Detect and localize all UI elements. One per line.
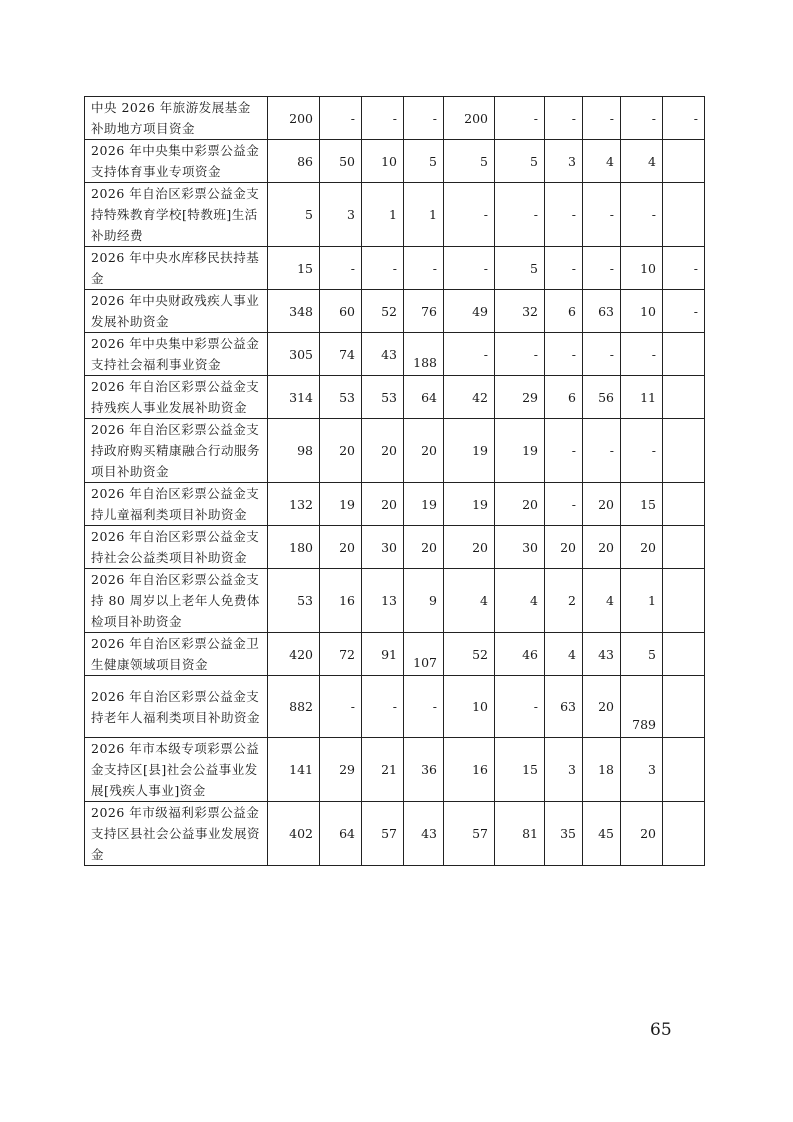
value-cell: 2 xyxy=(545,569,583,633)
value-cell: - xyxy=(663,97,705,140)
value-cell: - xyxy=(583,183,621,247)
value-cell: 314 xyxy=(268,376,320,419)
value-cell: 15 xyxy=(495,738,545,802)
value-cell: 20 xyxy=(320,419,362,483)
value-cell: 11 xyxy=(621,376,663,419)
value-cell: 32 xyxy=(495,290,545,333)
row-label: 2026 年自治区彩票公益金支持 80 周岁以上老年人免费体检项目补助资金 xyxy=(85,569,268,633)
value-cell: 107 xyxy=(404,633,444,676)
value-cell: 1 xyxy=(404,183,444,247)
value-cell: 15 xyxy=(268,247,320,290)
value-cell: 46 xyxy=(495,633,545,676)
value-cell: 63 xyxy=(545,676,583,738)
value-cell: - xyxy=(621,333,663,376)
value-cell: 10 xyxy=(362,140,404,183)
value-cell: 20 xyxy=(583,526,621,569)
value-cell: 49 xyxy=(444,290,495,333)
value-cell: 45 xyxy=(583,802,621,866)
value-cell: 5 xyxy=(404,140,444,183)
value-cell: 30 xyxy=(362,526,404,569)
value-cell: - xyxy=(362,676,404,738)
value-cell: - xyxy=(362,247,404,290)
value-cell: 5 xyxy=(621,633,663,676)
value-cell: - xyxy=(621,97,663,140)
value-cell: 10 xyxy=(444,676,495,738)
value-cell: - xyxy=(404,97,444,140)
value-cell: - xyxy=(621,183,663,247)
value-cell: 30 xyxy=(495,526,545,569)
row-label: 2026 年中央集中彩票公益金支持体育事业专项资金 xyxy=(85,140,268,183)
value-cell: 98 xyxy=(268,419,320,483)
value-cell: 56 xyxy=(583,376,621,419)
value-cell xyxy=(663,676,705,738)
value-cell: 20 xyxy=(545,526,583,569)
value-cell xyxy=(663,738,705,802)
value-cell: 6 xyxy=(545,376,583,419)
value-cell: 4 xyxy=(583,569,621,633)
value-cell: 57 xyxy=(444,802,495,866)
value-cell xyxy=(663,483,705,526)
value-cell: 60 xyxy=(320,290,362,333)
row-label: 2026 年市本级专项彩票公益金支持区[县]社会公益事业发展[残疾人事业]资金 xyxy=(85,738,268,802)
value-cell: 1 xyxy=(362,183,404,247)
value-cell: 19 xyxy=(320,483,362,526)
value-cell: 20 xyxy=(320,526,362,569)
page-number: 65 xyxy=(650,1020,672,1040)
value-cell: 72 xyxy=(320,633,362,676)
value-cell xyxy=(663,419,705,483)
value-cell xyxy=(663,633,705,676)
value-cell: 35 xyxy=(545,802,583,866)
value-cell: - xyxy=(444,247,495,290)
value-cell: 200 xyxy=(444,97,495,140)
table-row xyxy=(85,419,705,483)
value-cell: 19 xyxy=(444,419,495,483)
value-cell: 52 xyxy=(362,290,404,333)
value-cell: - xyxy=(404,247,444,290)
value-cell: - xyxy=(663,290,705,333)
value-cell: 4 xyxy=(583,140,621,183)
value-cell: 74 xyxy=(320,333,362,376)
value-cell: - xyxy=(320,676,362,738)
value-cell: - xyxy=(621,419,663,483)
value-cell: 348 xyxy=(268,290,320,333)
value-cell xyxy=(663,376,705,419)
table-row xyxy=(85,140,705,183)
value-cell xyxy=(663,333,705,376)
value-cell: 64 xyxy=(404,376,444,419)
table-row xyxy=(85,676,705,738)
value-cell: 5 xyxy=(444,140,495,183)
row-label: 2026 年自治区彩票公益金支持社会公益类项目补助资金 xyxy=(85,526,268,569)
value-cell: 43 xyxy=(404,802,444,866)
value-cell xyxy=(663,140,705,183)
row-label: 2026 年中央集中彩票公益金支持社会福利事业资金 xyxy=(85,333,268,376)
value-cell: 20 xyxy=(621,526,663,569)
value-cell: 53 xyxy=(362,376,404,419)
value-cell: - xyxy=(404,676,444,738)
value-cell: 789 xyxy=(621,676,663,738)
value-cell: 20 xyxy=(583,483,621,526)
value-cell: 29 xyxy=(495,376,545,419)
value-cell: 50 xyxy=(320,140,362,183)
value-cell: - xyxy=(583,97,621,140)
value-cell xyxy=(663,526,705,569)
table-row xyxy=(85,483,705,526)
value-cell: 16 xyxy=(320,569,362,633)
value-cell: - xyxy=(444,183,495,247)
value-cell: 9 xyxy=(404,569,444,633)
value-cell: - xyxy=(495,183,545,247)
value-cell: 43 xyxy=(583,633,621,676)
value-cell: 305 xyxy=(268,333,320,376)
value-cell: 21 xyxy=(362,738,404,802)
value-cell: 29 xyxy=(320,738,362,802)
row-label: 2026 年中央水库移民扶持基金 xyxy=(85,247,268,290)
value-cell: 20 xyxy=(621,802,663,866)
value-cell: 188 xyxy=(404,333,444,376)
table-row xyxy=(85,526,705,569)
value-cell: - xyxy=(495,676,545,738)
value-cell: 16 xyxy=(444,738,495,802)
table-row xyxy=(85,569,705,633)
value-cell: - xyxy=(545,483,583,526)
row-label: 中央 2026 年旅游发展基金补助地方项目资金 xyxy=(85,97,268,140)
value-cell: 81 xyxy=(495,802,545,866)
value-cell: 10 xyxy=(621,247,663,290)
value-cell: - xyxy=(545,419,583,483)
row-label: 2026 年市级福利彩票公益金支持区县社会公益事业发展资金 xyxy=(85,802,268,866)
value-cell: 6 xyxy=(545,290,583,333)
table-row xyxy=(85,802,705,866)
value-cell: 3 xyxy=(545,738,583,802)
table-row xyxy=(85,738,705,802)
table-row xyxy=(85,247,705,290)
value-cell: 20 xyxy=(495,483,545,526)
value-cell: 36 xyxy=(404,738,444,802)
value-cell: - xyxy=(545,183,583,247)
value-cell: 1 xyxy=(621,569,663,633)
row-label: 2026 年自治区彩票公益金卫生健康领域项目资金 xyxy=(85,633,268,676)
value-cell: 13 xyxy=(362,569,404,633)
value-cell: 19 xyxy=(404,483,444,526)
value-cell: 43 xyxy=(362,333,404,376)
value-cell: 132 xyxy=(268,483,320,526)
value-cell: 64 xyxy=(320,802,362,866)
value-cell: - xyxy=(583,333,621,376)
value-cell: 402 xyxy=(268,802,320,866)
value-cell: 15 xyxy=(621,483,663,526)
value-cell: 420 xyxy=(268,633,320,676)
value-cell: - xyxy=(444,333,495,376)
value-cell xyxy=(663,183,705,247)
value-cell: - xyxy=(495,97,545,140)
value-cell: 20 xyxy=(362,419,404,483)
value-cell: 91 xyxy=(362,633,404,676)
value-cell: 882 xyxy=(268,676,320,738)
value-cell: - xyxy=(663,247,705,290)
value-cell: 20 xyxy=(404,419,444,483)
row-label: 2026 年自治区彩票公益金支持特殊教育学校[特教班]生活补助经费 xyxy=(85,183,268,247)
row-label: 2026 年自治区彩票公益金支持残疾人事业发展补助资金 xyxy=(85,376,268,419)
table-row xyxy=(85,290,705,333)
value-cell: 52 xyxy=(444,633,495,676)
value-cell: - xyxy=(320,97,362,140)
value-cell: 180 xyxy=(268,526,320,569)
row-label: 2026 年中央财政残疾人事业发展补助资金 xyxy=(85,290,268,333)
value-cell: - xyxy=(583,419,621,483)
value-cell: - xyxy=(362,97,404,140)
value-cell: 4 xyxy=(621,140,663,183)
value-cell: 20 xyxy=(583,676,621,738)
value-cell: 10 xyxy=(621,290,663,333)
value-cell: 20 xyxy=(404,526,444,569)
table-row xyxy=(85,97,705,140)
value-cell: 5 xyxy=(495,140,545,183)
value-cell: 19 xyxy=(495,419,545,483)
value-cell: 20 xyxy=(362,483,404,526)
value-cell xyxy=(663,569,705,633)
value-cell: 63 xyxy=(583,290,621,333)
row-label: 2026 年自治区彩票公益金支持老年人福利类项目补助资金 xyxy=(85,676,268,738)
value-cell: 4 xyxy=(545,633,583,676)
table-row xyxy=(85,183,705,247)
value-cell: 19 xyxy=(444,483,495,526)
value-cell: 53 xyxy=(320,376,362,419)
value-cell: - xyxy=(545,333,583,376)
value-cell xyxy=(663,802,705,866)
row-label: 2026 年自治区彩票公益金支持儿童福利类项目补助资金 xyxy=(85,483,268,526)
row-label: 2026 年自治区彩票公益金支持政府购买精康融合行动服务项目补助资金 xyxy=(85,419,268,483)
value-cell: 5 xyxy=(268,183,320,247)
table-row xyxy=(85,633,705,676)
value-cell: 3 xyxy=(545,140,583,183)
value-cell: 3 xyxy=(320,183,362,247)
value-cell: 86 xyxy=(268,140,320,183)
value-cell: - xyxy=(545,97,583,140)
value-cell: 18 xyxy=(583,738,621,802)
funding-table xyxy=(84,96,705,866)
value-cell: 76 xyxy=(404,290,444,333)
value-cell: - xyxy=(320,247,362,290)
value-cell: 57 xyxy=(362,802,404,866)
value-cell: 42 xyxy=(444,376,495,419)
value-cell: 200 xyxy=(268,97,320,140)
value-cell: - xyxy=(545,247,583,290)
value-cell: 53 xyxy=(268,569,320,633)
value-cell: 3 xyxy=(621,738,663,802)
value-cell: 5 xyxy=(495,247,545,290)
value-cell: 20 xyxy=(444,526,495,569)
table-row xyxy=(85,333,705,376)
value-cell: 141 xyxy=(268,738,320,802)
value-cell: 4 xyxy=(444,569,495,633)
value-cell: - xyxy=(583,247,621,290)
value-cell: - xyxy=(495,333,545,376)
value-cell: 4 xyxy=(495,569,545,633)
table-row xyxy=(85,376,705,419)
